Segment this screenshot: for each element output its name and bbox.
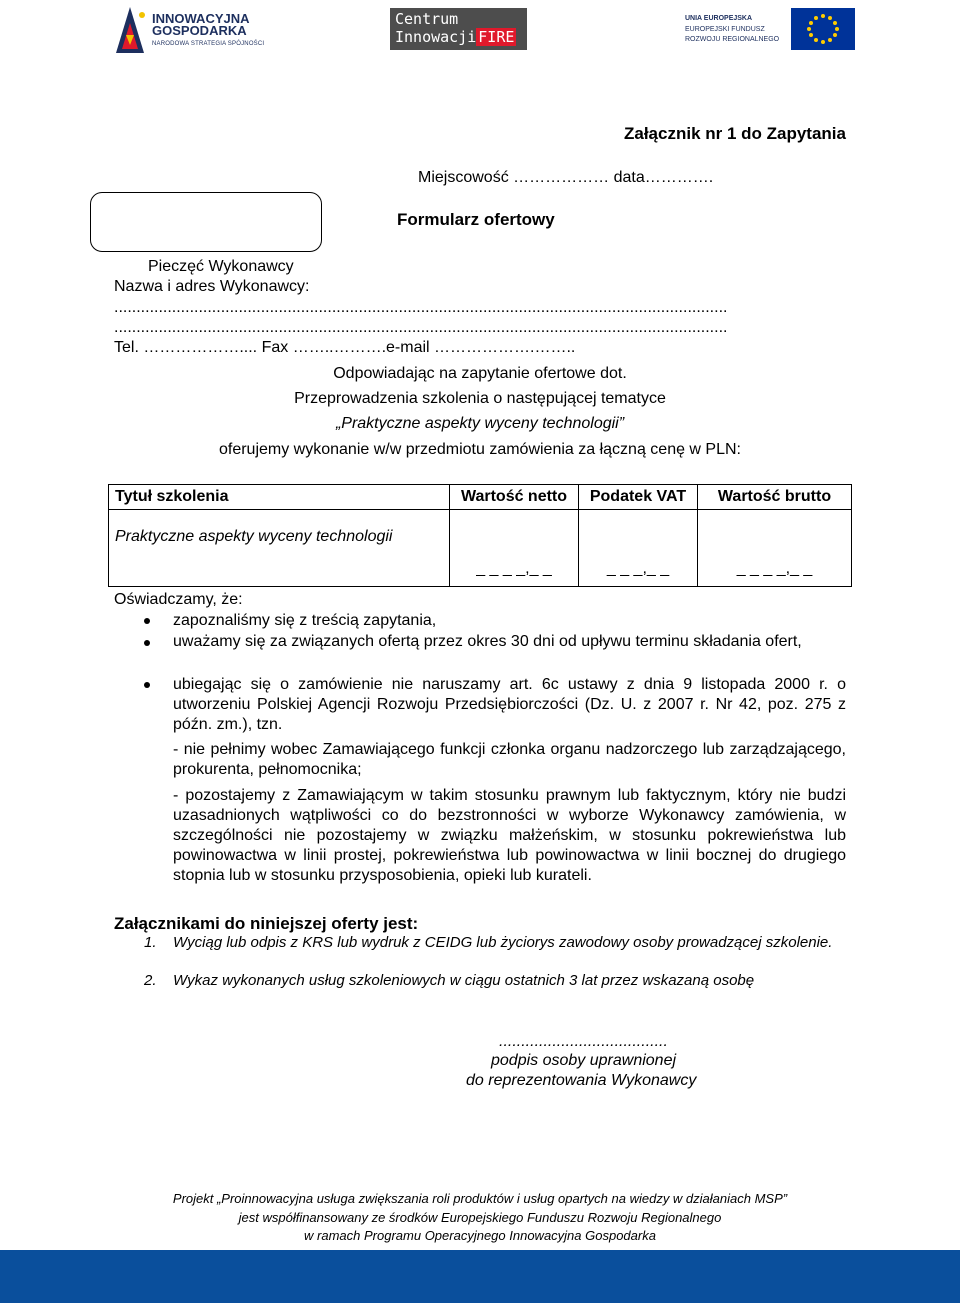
table-header: Tytuł szkolenia	[109, 485, 450, 510]
bullet-icon	[144, 618, 150, 624]
cif-logo-fire: FIRE	[478, 28, 515, 46]
declaration-bullet: zapoznaliśmy się z treścią zapytania,	[173, 612, 437, 629]
dots-line-1: ..........................................................................................................................................	[114, 299, 728, 316]
table-header-row	[109, 485, 852, 510]
table-header: Wartość netto	[450, 485, 579, 510]
offer-table	[108, 484, 852, 587]
footer-line-2: jest współfinansowany ze środków Europejskiego Funduszu Rozwoju Regionalnego	[238, 1210, 722, 1225]
intro-line-2: Przeprowadzenia szkolenia o następującej tematyce	[294, 390, 666, 407]
bullet-icon	[144, 640, 150, 646]
footer-line-3: w ramach Programu Operacyjnego Innowacyjna Gospodarka	[304, 1228, 656, 1243]
contact-line: Tel. ……………….... Fax ……..……….e-mail ……………….……..	[114, 339, 576, 356]
table-cell: Praktyczne aspekty wyceny technologii	[109, 510, 450, 587]
cif-logo-line1: Centrum	[395, 10, 459, 28]
attachment-item: Wykaz wykonanych usług szkoleniowych w ciągu ostatnich 3 lat przez wskazaną osobę	[173, 972, 755, 989]
name-address-label: Nazwa i adres Wykonawcy:	[114, 278, 310, 295]
footer-bar	[0, 1250, 960, 1303]
declaration-sub-2: - pozostajemy z Zamawiającym w takim stosunku prawnym lub faktycznym, który nie budzi uzasadnionych wątpliwości co do bezstronności w wyborze Wykonawcy zamówienia, w szczególności nie pozostajemy w związku małżeńskim, w stosunku pokrewieństwa lub powinowactwa w linii prostej, pokrewieństwa lub powinowactwa w linii bocznej do drugiego stopnia lub w stosunku przysposobienia, opieki lub kurateli.	[173, 787, 846, 884]
place-date-line: Miejscowość ……………… data………….	[418, 169, 714, 186]
intro-line-1: Odpowiadając na zapytanie ofertowe dot.	[333, 365, 627, 382]
eu-logo-line3: ROZWOJU REGIONALNEGO	[685, 36, 780, 43]
ig-logo-sub: NARODOWA STRATEGIA SPÓJNOŚCI	[152, 41, 265, 47]
ig-logo-line2: GOSPODARKA	[152, 23, 247, 38]
attachment-num: 2.	[144, 972, 157, 989]
table-header: Wartość brutto	[698, 485, 852, 510]
signature-dots: ......................................	[499, 1033, 668, 1050]
attachment-title: Załącznik nr 1 do Zapytania	[623, 124, 846, 143]
eu-logo	[685, 8, 855, 50]
stamp-label: Pieczęć Wykonawcy	[148, 258, 294, 275]
declaration-sub-1: - nie pełnimy wobec Zamawiającego funkcji członka organu nadzorczego lub zarządzającego, prokurenta, pełnomocnika;	[173, 741, 846, 778]
signature-line-1: podpis osoby uprawnionej	[491, 1052, 677, 1069]
ig-logo-icon	[112, 5, 148, 55]
attachments-heading: Załącznikami do niniejszej oferty jest:	[114, 914, 419, 933]
intro-line-4: oferujemy wykonanie w/w przedmiotu zamówienia za łączną cenę w PLN:	[218, 441, 741, 458]
ig-logo-line1: INNOWACYJNA	[152, 11, 250, 26]
table-header: Podatek VAT	[579, 485, 698, 510]
centrum-innowacji-fire-logo	[390, 8, 527, 50]
stamp-box	[90, 192, 322, 252]
table-cell: _ _ _,_ _	[579, 510, 698, 587]
bullet-icon	[144, 682, 150, 688]
signature-line-2: do reprezentowania Wykonawcy	[466, 1072, 697, 1089]
eu-flag-icon	[791, 8, 855, 50]
declaration-bullet: uważamy się za związanych ofertą przez okres 30 dni od upływu terminu składania ofert,	[173, 633, 802, 650]
attachment-num: 1.	[144, 934, 157, 951]
table-row	[109, 510, 852, 587]
intro-line-3: „Praktyczne aspekty wyceny technologii”	[335, 415, 625, 432]
declaration-heading: Oświadczamy, że:	[114, 591, 243, 608]
eu-logo-line1: UNIA EUROPEJSKA	[685, 15, 753, 22]
cif-logo-line2a: Innowacji	[395, 28, 477, 46]
table-cell: _ _ _ _,_ _	[698, 510, 852, 587]
form-title: Formularz ofertowy	[397, 210, 555, 229]
attachment-item: Wyciąg lub odpis z KRS lub wydruk z CEIDG lub życiorys zawodowy osoby prowadzącej szkolenie.	[173, 934, 833, 951]
table-cell: _ _ _ _,_ _	[450, 510, 579, 587]
footer-line-1: Projekt „Proinnowacyjna usługa zwiększania roli produktów i usług opartych na wiedzy w działaniach MSP”	[172, 1191, 788, 1206]
innowacyjna-gospodarka-logo	[112, 5, 272, 55]
dots-line-2: ..........................................................................................................................................	[114, 319, 728, 336]
declaration-bullet: ubiegając się o zamówienie nie naruszamy art. 6c ustawy z dnia 9 listopada 2000 r. o utworzeniu Polskiej Agencji Rozwoju Przedsiębiorczości (Dz. U. z 2007 r. Nr 42, poz. 275 z późn. zm.), tzn.	[173, 676, 846, 733]
eu-logo-line2: EUROPEJSKI FUNDUSZ	[685, 26, 765, 33]
